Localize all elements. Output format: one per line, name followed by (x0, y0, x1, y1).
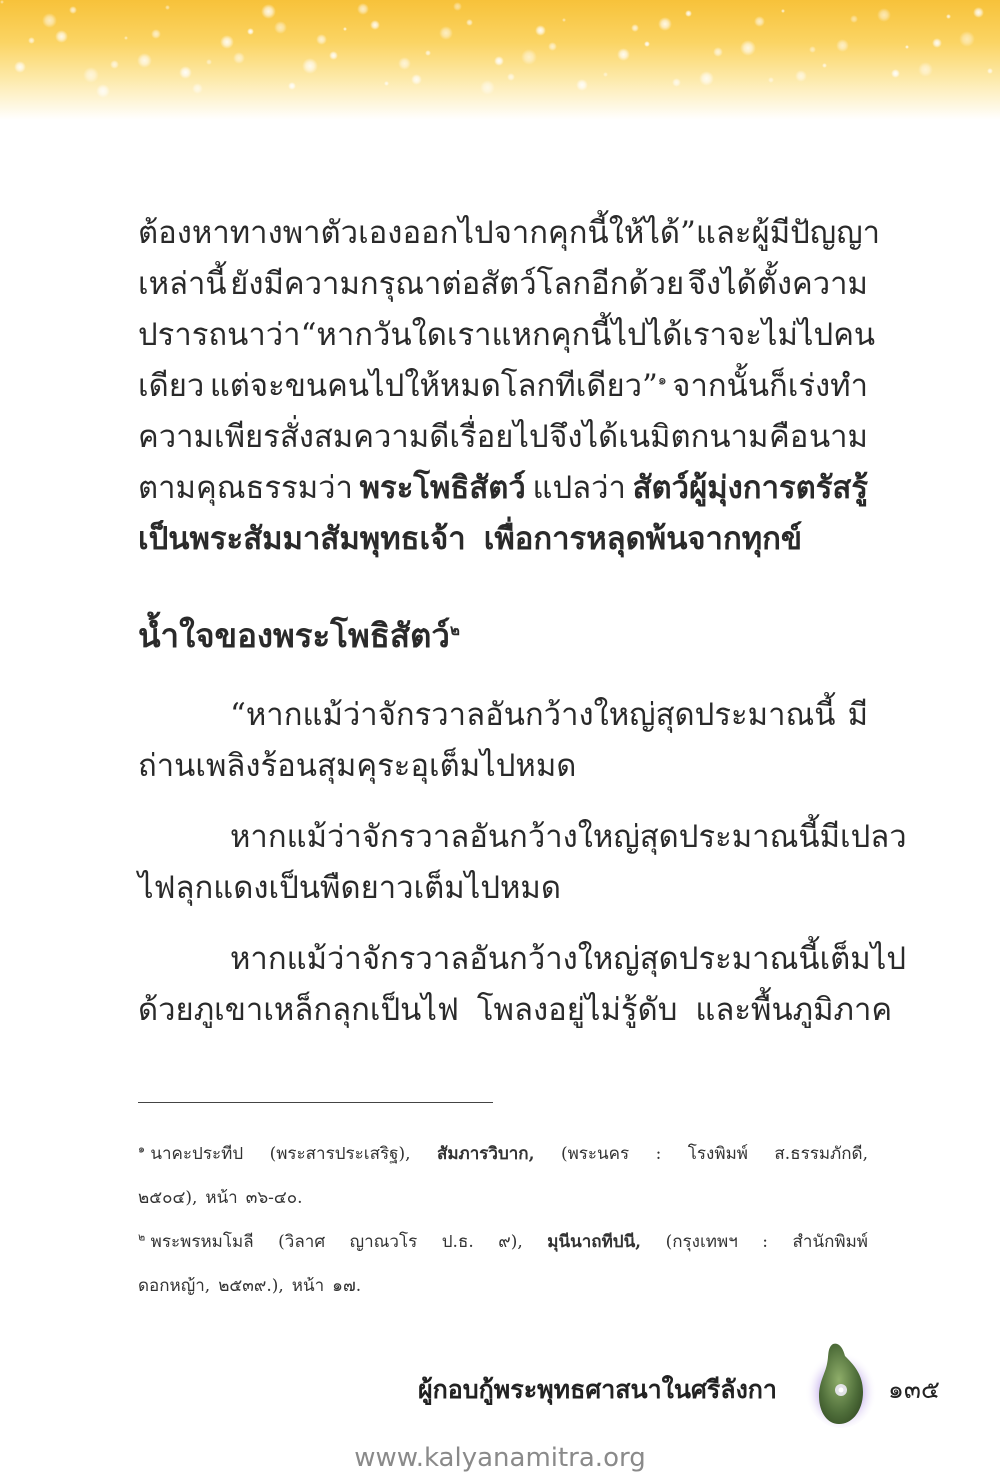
text-run: นาคะประทีป (150, 1144, 244, 1164)
quote-paragraph (138, 812, 907, 914)
text-run: ด้วยภูเขาเหล็กลุกเป็นไฟ (138, 992, 459, 1028)
sparkle-decoration (14, 61, 26, 73)
sparkle-decoration (466, 19, 473, 26)
text-run: ๙), (498, 1232, 523, 1252)
text-run: นาม (808, 419, 868, 455)
sparkle-decoration (535, 25, 546, 36)
text-line (138, 863, 868, 914)
text-segment (270, 1132, 411, 1176)
text-run: พระโพธิสัตว์ (359, 470, 526, 506)
sparkle-decoration (453, 2, 462, 11)
sri-lanka-island-icon (805, 1338, 877, 1430)
footnote-marker: ๑ (138, 1142, 145, 1156)
sparkle-decoration (891, 69, 900, 78)
text-segment (138, 412, 549, 463)
text-segment (820, 812, 907, 863)
sparkle-decoration (781, 9, 785, 13)
sparkle-decoration (124, 36, 128, 40)
sparkle-decoration (220, 35, 234, 49)
text-segment (666, 1220, 738, 1264)
text-segment (138, 310, 301, 361)
text-segment (633, 463, 868, 514)
text-segment (332, 1264, 361, 1308)
text-run: เป็นพระสัมมาสัมพุทธเจ้า (138, 521, 466, 557)
text-line (138, 1176, 868, 1220)
paragraph-bodhisattva-intro (138, 208, 881, 565)
text-run: หากแม้ว่าจักรวาลอันกว้างใหญ่สุดประมาณนี้ (230, 941, 820, 977)
text-run: สัมภารวิบาก, (436, 1144, 535, 1164)
text-segment (138, 259, 227, 310)
sparkle-decoration (932, 38, 942, 48)
sparkle-decoration (740, 40, 756, 56)
sparkle-decoration (261, 4, 276, 19)
text-segment (292, 1264, 324, 1308)
text-segment (793, 1220, 868, 1264)
sparkle-decoration (713, 47, 723, 57)
text-run: จึงได้เนมิตกนาม (549, 419, 769, 455)
text-segment (230, 690, 835, 741)
text-segment (138, 463, 353, 514)
text-line (138, 463, 868, 514)
sparkle-decoration (877, 8, 891, 22)
sparkle-decoration (274, 21, 287, 34)
sparkle-decoration (398, 57, 411, 70)
text-run: (พระสารประเสริฐ), (269, 1144, 411, 1164)
text-run: แปลว่า (532, 470, 626, 506)
text-segment (498, 1220, 523, 1264)
sparkle-decoration (548, 42, 557, 51)
text-run: ป.ธ. (441, 1232, 474, 1252)
text-segment (688, 259, 868, 310)
text-run: แต่จะขนคนไปให้หมดโลกทีเดียว” (209, 368, 658, 404)
text-line (138, 361, 868, 412)
text-run: (กรุงเทพฯ (665, 1232, 738, 1252)
text-run: ดอกหญ้า, (138, 1276, 211, 1296)
text-run: ต้องหาทางพาตัวเองออกไปจากคุกนี้ให้ได้” (138, 215, 696, 251)
text-run: ถ่านเพลิงร้อนสุมคุระอุเต็มไปหมด (138, 748, 577, 784)
text-run: หากแม้ว่าจักรวาลอันกว้างใหญ่สุดประมาณนี้ (230, 819, 820, 855)
text-segment (138, 985, 459, 1036)
sparkle-decoration (302, 58, 318, 74)
text-run: และพื้นภูมิภาค (695, 992, 893, 1028)
text-segment (138, 208, 696, 259)
sparkle-decoration (179, 66, 192, 79)
text-run: พระพรหมโมลี (150, 1232, 254, 1252)
sparkle-decoration (206, 59, 212, 65)
sparkle-decoration (905, 45, 909, 49)
text-segment (774, 1132, 868, 1176)
text-segment (138, 863, 561, 914)
sparkle-decoration (411, 74, 422, 85)
sparkle-decoration (795, 70, 807, 82)
decorative-gold-banner (0, 0, 1000, 120)
text-line (138, 741, 868, 792)
text-segment (138, 1176, 197, 1220)
text-segment (695, 985, 892, 1036)
section-heading-text: น้ำใจของพระโพธิสัตว์ (138, 616, 450, 655)
text-run: เพื่อการหลุดพ้นจากทุกข์ (483, 521, 803, 557)
text-segment (688, 1132, 748, 1176)
text-segment (218, 1264, 284, 1308)
book-title: ผู้กอบกู้พระพุทธศาสนาในศรีลังกา (418, 1375, 777, 1404)
footnote-marker: ๒ (138, 1230, 146, 1244)
sparkle-decoration (754, 16, 765, 27)
text-line (138, 934, 907, 985)
text-run: มุนีนาถทีปนี, (547, 1232, 642, 1252)
sparkle-decoration (699, 71, 714, 86)
text-run: มี (847, 697, 868, 733)
text-line (138, 1220, 868, 1264)
text-segment (350, 1220, 418, 1264)
text-segment (138, 1264, 210, 1308)
sparkle-decoration (507, 73, 515, 81)
text-segment (230, 934, 820, 985)
text-run: ตามคุณธรรมว่า (138, 470, 353, 506)
quote-block (138, 690, 907, 1036)
footnote-separator (138, 1102, 493, 1103)
sparkle-decoration (987, 68, 993, 74)
sparkle-decoration (672, 78, 681, 87)
text-segment (230, 812, 820, 863)
sparkle-decoration (425, 50, 431, 56)
sparkle-decoration (768, 77, 774, 83)
text-segment (809, 412, 868, 463)
sparkle-decoration (110, 60, 119, 69)
text-run: ไฟลุกแดงเป็นพืดยาวเต็มไปหมด (138, 870, 561, 906)
text-run: ๒๕๐๔), (138, 1188, 198, 1208)
sparkle-decoration (28, 37, 35, 44)
text-run: คือ (769, 419, 809, 455)
text-segment (820, 934, 906, 985)
text-segment (848, 690, 868, 741)
sparkle-decoration (96, 84, 110, 98)
sparkle-decoration (603, 72, 608, 77)
sparkle-decoration (439, 26, 453, 40)
sparkle-decoration (480, 80, 495, 95)
text-line (138, 690, 868, 741)
sparkle-decoration (617, 48, 630, 61)
sparkle-decoration (247, 28, 254, 35)
text-line (138, 208, 881, 259)
text-segment (532, 463, 625, 514)
sparkle-decoration (836, 39, 849, 52)
sparkle-decoration (644, 41, 650, 47)
text-segment (138, 1220, 254, 1264)
text-segment (205, 1176, 237, 1220)
text-segment (360, 463, 526, 514)
text-run: “หากวันใดเราแหกคุกนี้ไปได้ (300, 317, 683, 353)
sparkle-decoration (576, 79, 588, 91)
text-segment (437, 1132, 535, 1176)
sparkle-decoration (151, 29, 161, 39)
text-run: ๒๕๓๙.), (218, 1276, 284, 1296)
text-segment (769, 412, 808, 463)
text-segment (138, 741, 576, 792)
text-segment (484, 514, 802, 565)
text-segment (210, 361, 667, 412)
text-run: ปรารถนาว่า (138, 317, 301, 353)
text-run: โรงพิมพ์ (687, 1144, 748, 1164)
text-segment (138, 514, 466, 565)
sparkle-decoration (329, 51, 338, 60)
text-run: สำนักพิมพ์ (792, 1232, 868, 1252)
text-run: มีเปลว (819, 819, 907, 855)
text-run: เหล่านี้ (138, 266, 227, 302)
sparkle-decoration (137, 53, 152, 68)
sparkle-decoration (288, 82, 296, 90)
sparkle-decoration (42, 13, 57, 28)
text-run: จากนั้นก็เร่งทำ (672, 368, 868, 404)
text-run: สัตว์ผู้มุ่งการตรัสรู้ (632, 470, 868, 506)
sparkle-decoration (192, 83, 203, 94)
text-segment (549, 412, 768, 463)
text-segment (762, 1220, 768, 1264)
sparkle-decoration (69, 6, 77, 14)
text-line (138, 514, 868, 565)
text-run: และผู้มีปัญญา (695, 215, 881, 251)
sparkle-decoration (0, 0, 4, 4)
text-line (138, 259, 868, 310)
sparkle-decoration (357, 3, 369, 15)
text-segment (561, 1132, 629, 1176)
sparkle-decoration (370, 20, 380, 30)
heading-footnote-ref[interactable]: ๒ (449, 621, 460, 639)
page-body (138, 208, 907, 1056)
text-run: โพลงอยู่ไม่รู้ดับ (476, 992, 678, 1028)
quote-paragraph (138, 934, 907, 1036)
text-run: หน้า (291, 1276, 325, 1296)
footnote-ref[interactable]: ๑ (657, 372, 667, 389)
text-run: : (655, 1144, 662, 1164)
text-run: ความเพียรสั่งสมความดีเรื่อยไป (138, 419, 549, 455)
text-run: หน้า (205, 1188, 238, 1208)
text-segment (547, 1220, 641, 1264)
text-run: (พระนคร (560, 1144, 630, 1164)
sparkle-decoration (822, 63, 827, 68)
text-run: ๓๖-๔๐. (245, 1188, 303, 1208)
sparkle-decoration (316, 34, 327, 45)
text-run: เต็มไป (819, 941, 907, 977)
text-segment (230, 259, 684, 310)
sparkle-decoration (959, 31, 975, 47)
text-run: ยังมีความกรุณาต่อสัตว์โลกอีกด้วย (230, 266, 685, 302)
text-segment (246, 1176, 303, 1220)
sparkle-decoration (918, 62, 933, 77)
sparkle-decoration (850, 15, 858, 23)
section-heading (138, 608, 868, 664)
text-line (138, 1132, 868, 1176)
text-segment (696, 208, 880, 259)
text-line (138, 985, 893, 1036)
text-run: “หากแม้ว่าจักรวาลอันกว้างใหญ่สุดประมาณนี้ (230, 697, 836, 733)
text-run: (วิลาศ (278, 1232, 326, 1252)
text-line (138, 1264, 868, 1308)
quote-paragraph (138, 690, 868, 792)
sparkle-decoration (83, 67, 99, 83)
footnote (138, 1132, 868, 1220)
text-segment (656, 1132, 662, 1176)
sparkle-decoration (631, 24, 639, 32)
text-run: ๑๗. (332, 1276, 362, 1296)
sparkle-decoration (562, 18, 566, 22)
text-segment (301, 310, 683, 361)
sparkle-decoration (55, 30, 68, 43)
sparkle-decoration (809, 46, 816, 53)
text-segment (138, 1132, 243, 1176)
text-segment (672, 361, 868, 412)
text-line (138, 812, 907, 863)
sparkle-decoration (384, 81, 389, 86)
sparkle-decoration (165, 5, 170, 10)
sparkle-decoration (946, 14, 951, 19)
text-segment (442, 1220, 474, 1264)
text-run: เดียว (138, 368, 205, 404)
text-line (138, 310, 876, 361)
sparkle-decoration (658, 17, 672, 31)
sparkle-decoration (494, 56, 504, 66)
text-run: เราจะไม่ไปคน (682, 317, 876, 353)
text-segment (682, 310, 875, 361)
text-segment (138, 361, 204, 412)
sparkle-decoration (343, 27, 347, 31)
website-url[interactable]: www.kalyanamitra.org (354, 1443, 646, 1473)
text-run: จึงได้ตั้งความ (687, 266, 868, 302)
sparkle-decoration (685, 10, 692, 17)
page-number: ๑๓๕ (888, 1375, 940, 1404)
text-segment (477, 985, 678, 1036)
text-run: ญาณวโร (349, 1232, 418, 1252)
text-run: : (762, 1232, 769, 1252)
text-line (138, 412, 868, 463)
text-segment (278, 1220, 325, 1264)
text-run: ส.ธรรมภักดี, (774, 1144, 868, 1164)
footnotes-section (138, 1132, 868, 1308)
sparkle-decoration (973, 7, 984, 18)
sparkle-decoration (233, 52, 245, 64)
footnote (138, 1220, 868, 1308)
sparkle-decoration (521, 49, 537, 65)
